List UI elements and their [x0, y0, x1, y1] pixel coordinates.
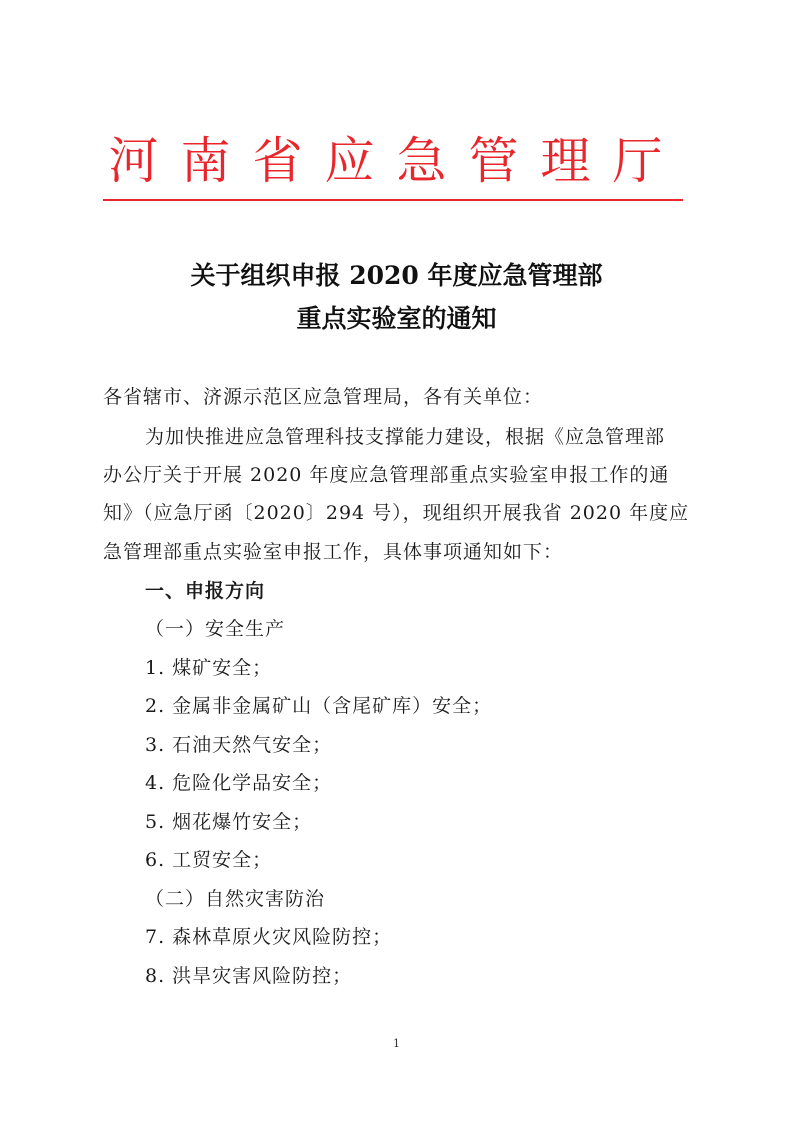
- paragraph-line: 知》（应急厅函〔2020〕294 号），现组织开展我省 2020 年度应: [103, 502, 690, 524]
- issuing-organization: 河南省应急管理厅: [108, 132, 685, 190]
- paragraph-line: 为加快推进应急管理科技支撑能力建设，根据《应急管理部: [145, 426, 666, 448]
- list-item: 1. 煤矿安全；: [145, 657, 273, 679]
- page-number: 1: [393, 1037, 400, 1050]
- salutation: 各省辖市、济源示范区应急管理局，各有关单位：: [103, 386, 544, 408]
- subsection-heading: （一）安全生产: [145, 618, 286, 640]
- paragraph-line: 急管理部重点实验室申报工作，具体事项通知如下：: [103, 541, 564, 563]
- list-item: 2. 金属非金属矿山（含尾矿库）安全；: [145, 695, 493, 717]
- list-item: 5. 烟花爆竹安全；: [145, 811, 313, 833]
- subsection-heading: （二）自然灾害防治: [145, 888, 326, 910]
- list-item: 4. 危险化学品安全；: [145, 772, 333, 794]
- list-item: 3. 石油天然气安全；: [145, 734, 333, 756]
- document-title-line-2: 重点实验室的通知: [296, 304, 497, 333]
- paragraph-line: 办公厅关于开展 2020 年度应急管理部重点实验室申报工作的通: [103, 464, 670, 486]
- list-item: 8. 洪旱灾害风险防控；: [145, 965, 353, 987]
- list-item: 7. 森林草原火灾风险防控；: [145, 926, 393, 948]
- list-item: 6. 工贸安全；: [145, 849, 273, 871]
- document-title-line-1: 关于组织申报 2020 年度应急管理部: [190, 261, 603, 290]
- red-header-rule: [103, 199, 683, 201]
- section-heading: 一、申报方向: [145, 580, 266, 602]
